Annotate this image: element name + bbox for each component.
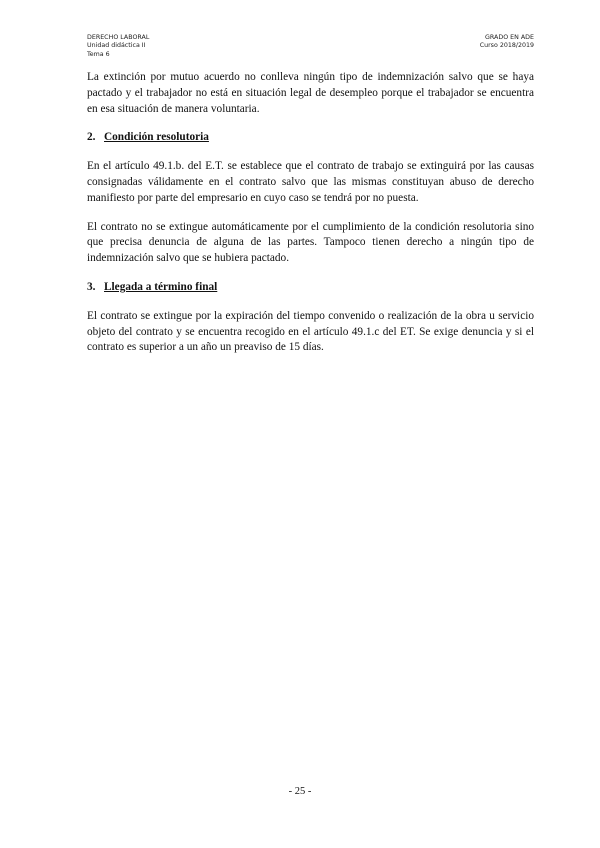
- section-heading-llegada-termino-final: [87, 280, 534, 296]
- header-academic-year: Curso 2018/2019: [479, 42, 534, 50]
- section-number: 2.: [87, 131, 96, 144]
- section-heading-condicion-resolutoria: [87, 130, 534, 146]
- header-degree: GRADO EN ADE: [485, 34, 534, 41]
- paragraph: El contrato se extingue por la expiración del tiempo convenido o realización de la obra u servicio objeto del contrato y se encuentra recogido en el artículo 49.1.c del ET. Se exige denuncia y si el contrato es superior a un año un preaviso de 15 días.: [87, 309, 534, 354]
- paragraph: En el artículo 49.1.b. del E.T. se establece que el contrato de trabajo se extinguirá por las causas consignadas válidamente en el contrato salvo que las mismas constituyan abuso de derecho manifiesto por parte del empresario en cuyo caso se tendrá por no puesta.: [87, 160, 534, 204]
- section-title: Llegada a término final: [104, 280, 218, 293]
- document-body: [87, 70, 534, 369]
- paragraph: El contrato no se extingue automáticamente por el cumplimiento de la condición resolutoria sino que precisa denuncia de alguna de las partes. Tampoco tienen derecho a ningún tipo de indemnización salvo que se hubiera pactado.: [87, 220, 534, 265]
- section-title: Condición resolutoria: [104, 131, 209, 144]
- page-number: - 25 -: [288, 786, 312, 797]
- header-left: [87, 34, 149, 59]
- header-unit: Unidad didáctica II: [87, 42, 146, 50]
- header-course: DERECHO LABORAL: [87, 34, 150, 41]
- header-topic: Tema 6: [87, 50, 110, 58]
- section-number: 3.: [87, 280, 96, 293]
- intro-paragraph: La extinción por mutuo acuerdo no conlleva ningún tipo de indemnización salvo que se haya pactado y el trabajador no está en situación legal de desempleo porque el trabajador se encuentra en esa situación de manera voluntaria.: [87, 71, 534, 115]
- header-right: [480, 34, 534, 51]
